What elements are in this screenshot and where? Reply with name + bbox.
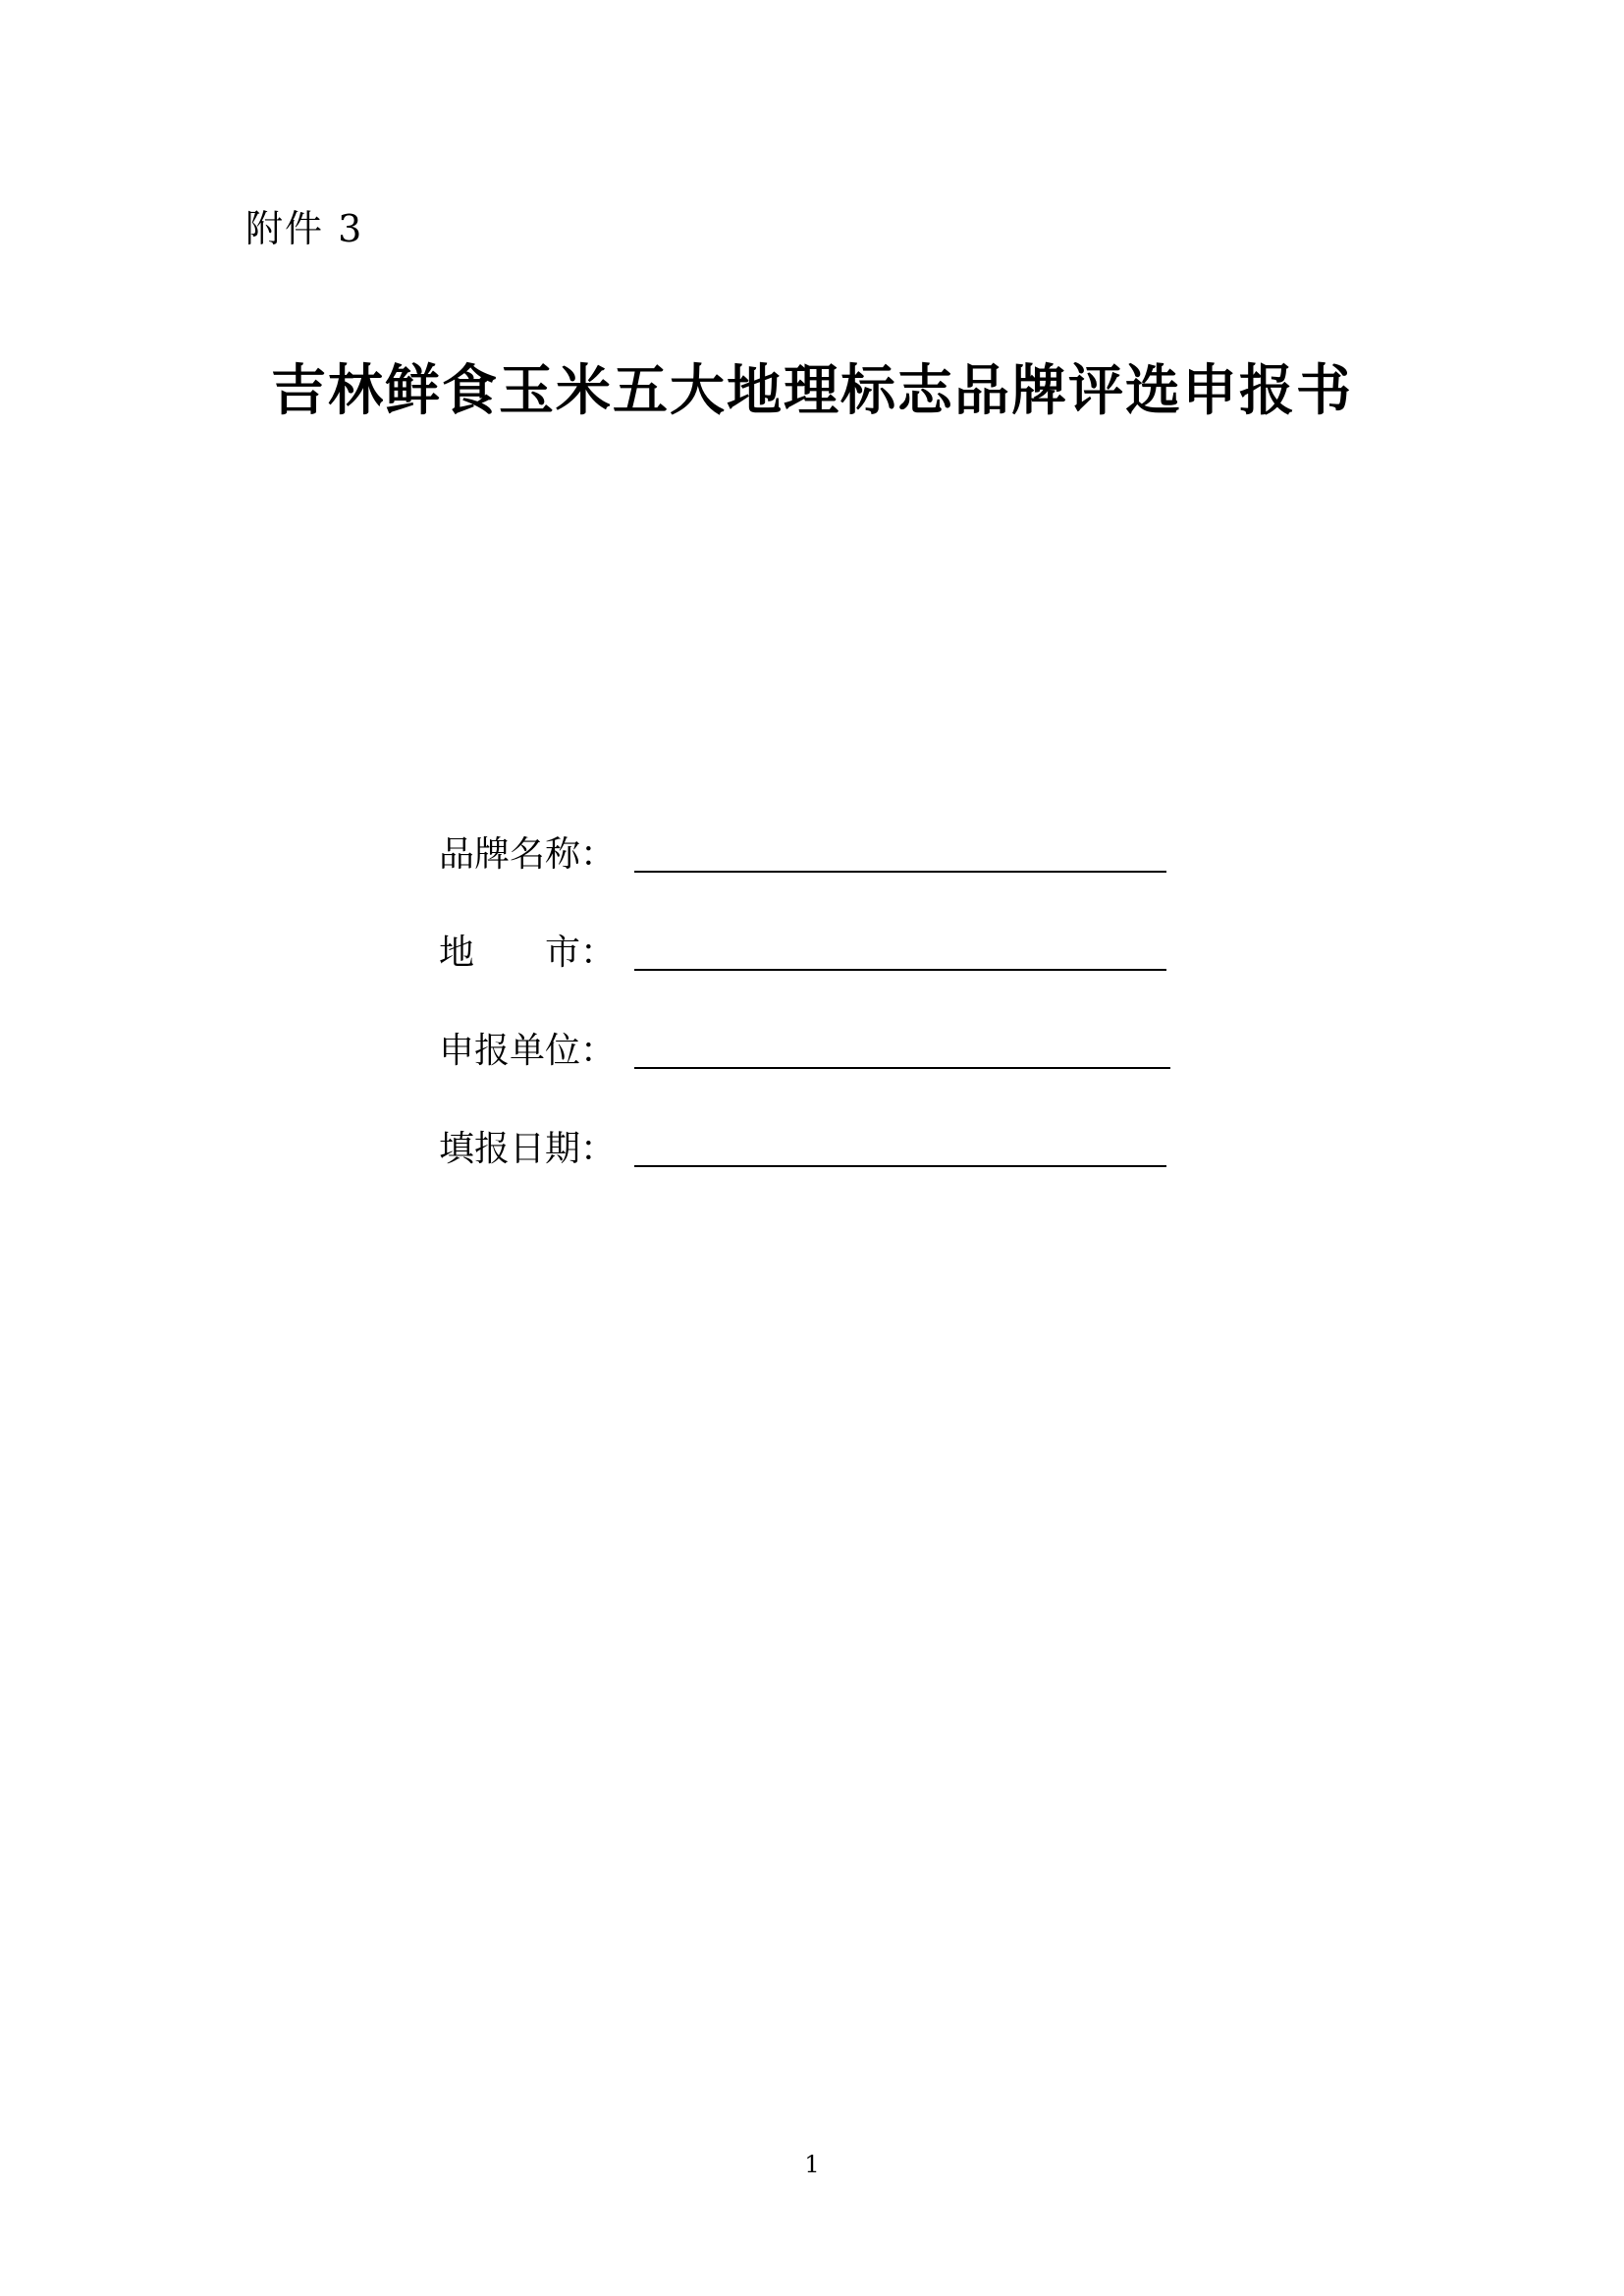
brand-name-label: 品牌名称： — [439, 834, 617, 875]
fill-date-field[interactable] — [634, 1165, 1166, 1167]
form-row-fill-date — [439, 1075, 1185, 1173]
applicant-unit-label: 申报单位： — [439, 1031, 617, 1071]
form-row-applicant-unit — [439, 977, 1185, 1075]
attachment-label: 附件 3 — [245, 207, 364, 250]
document-title: 吉林鲜食玉米五大地理标志品牌评选申报书 — [271, 358, 1353, 423]
city-field[interactable] — [634, 969, 1166, 971]
page-number: 1 — [804, 2151, 820, 2178]
city-label: 地 市： — [439, 933, 617, 973]
form-row-brand-name — [439, 780, 1185, 879]
fill-date-label: 填报日期： — [439, 1129, 617, 1169]
brand-name-field[interactable] — [634, 871, 1166, 873]
form-row-city — [439, 879, 1185, 977]
applicant-unit-field[interactable] — [634, 1067, 1170, 1069]
application-form — [439, 780, 1185, 1173]
